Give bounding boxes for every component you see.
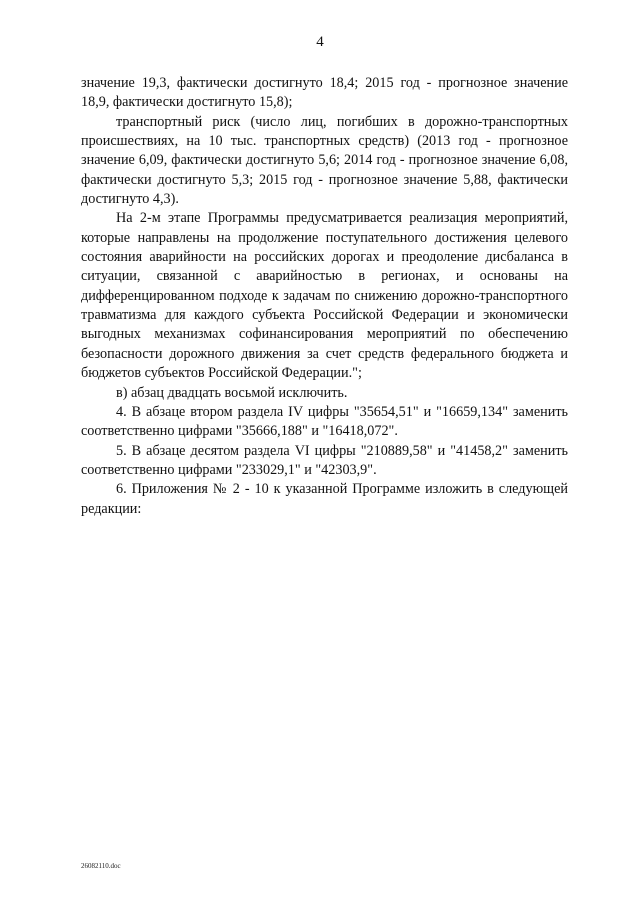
- paragraph-abzac-exclude: в) абзац двадцать восьмой исключить.: [116, 384, 348, 401]
- paragraph-item-5: 5. В абзаце десятом раздела VI цифры "210889,58" и "41458,2" заменить соответственно цифрами "233029,1" и "42303,9".: [81, 442, 568, 478]
- paragraph-item-6: 6. Приложения № 2 - 10 к указанной Программе изложить в следующей редакции:: [81, 481, 568, 517]
- document-body: [81, 74, 568, 519]
- paragraph-transport-risk: транспортный риск (число лиц, погибших в дорожно-транспортных происшествиях, на 10 тыс. транспортных средств) (2013 год - прогнозное значение 6,09, фактически достигнуто 5,6; 2014 год - прогнозное значение 6,08, фактически достигнуто 5,3; 2015 год - прогнозное значение 5,88, фактически достигнуто 4,3).: [81, 113, 568, 208]
- paragraph-road-fatality-values: значение 19,3, фактически достигнуто 18,4; 2015 год - прогнозное значение 18,9, фактически достигнуто 15,8);: [81, 75, 568, 111]
- page-number: 4: [316, 34, 324, 50]
- footer-file-name: 26082110.doc: [81, 862, 121, 870]
- paragraph-item-4: 4. В абзаце втором раздела IV цифры "35654,51" и "16659,134" заменить соответственно цифрами "35666,188" и "16418,072".: [81, 403, 568, 440]
- paragraph-program-stage-2: На 2-м этапе Программы предусматривается реализация мероприятий, которые направлены на продолжение поступательного достижения целевого состояния аварийности на российских дорогах и преодоление дисбаланса в ситуации, связанной с аварийностью в регионах, и основаны на дифференцированном подходе к задачам по снижению дорожно-транспортного травматизма для каждого субъекта Российской Федерации и экономически выгодных механизмах софинансирования мероприятий по обеспечению безопасности дорожного движения за счет средств федерального бюджета и бюджетов субъектов Российской Федерации.";: [81, 210, 568, 382]
